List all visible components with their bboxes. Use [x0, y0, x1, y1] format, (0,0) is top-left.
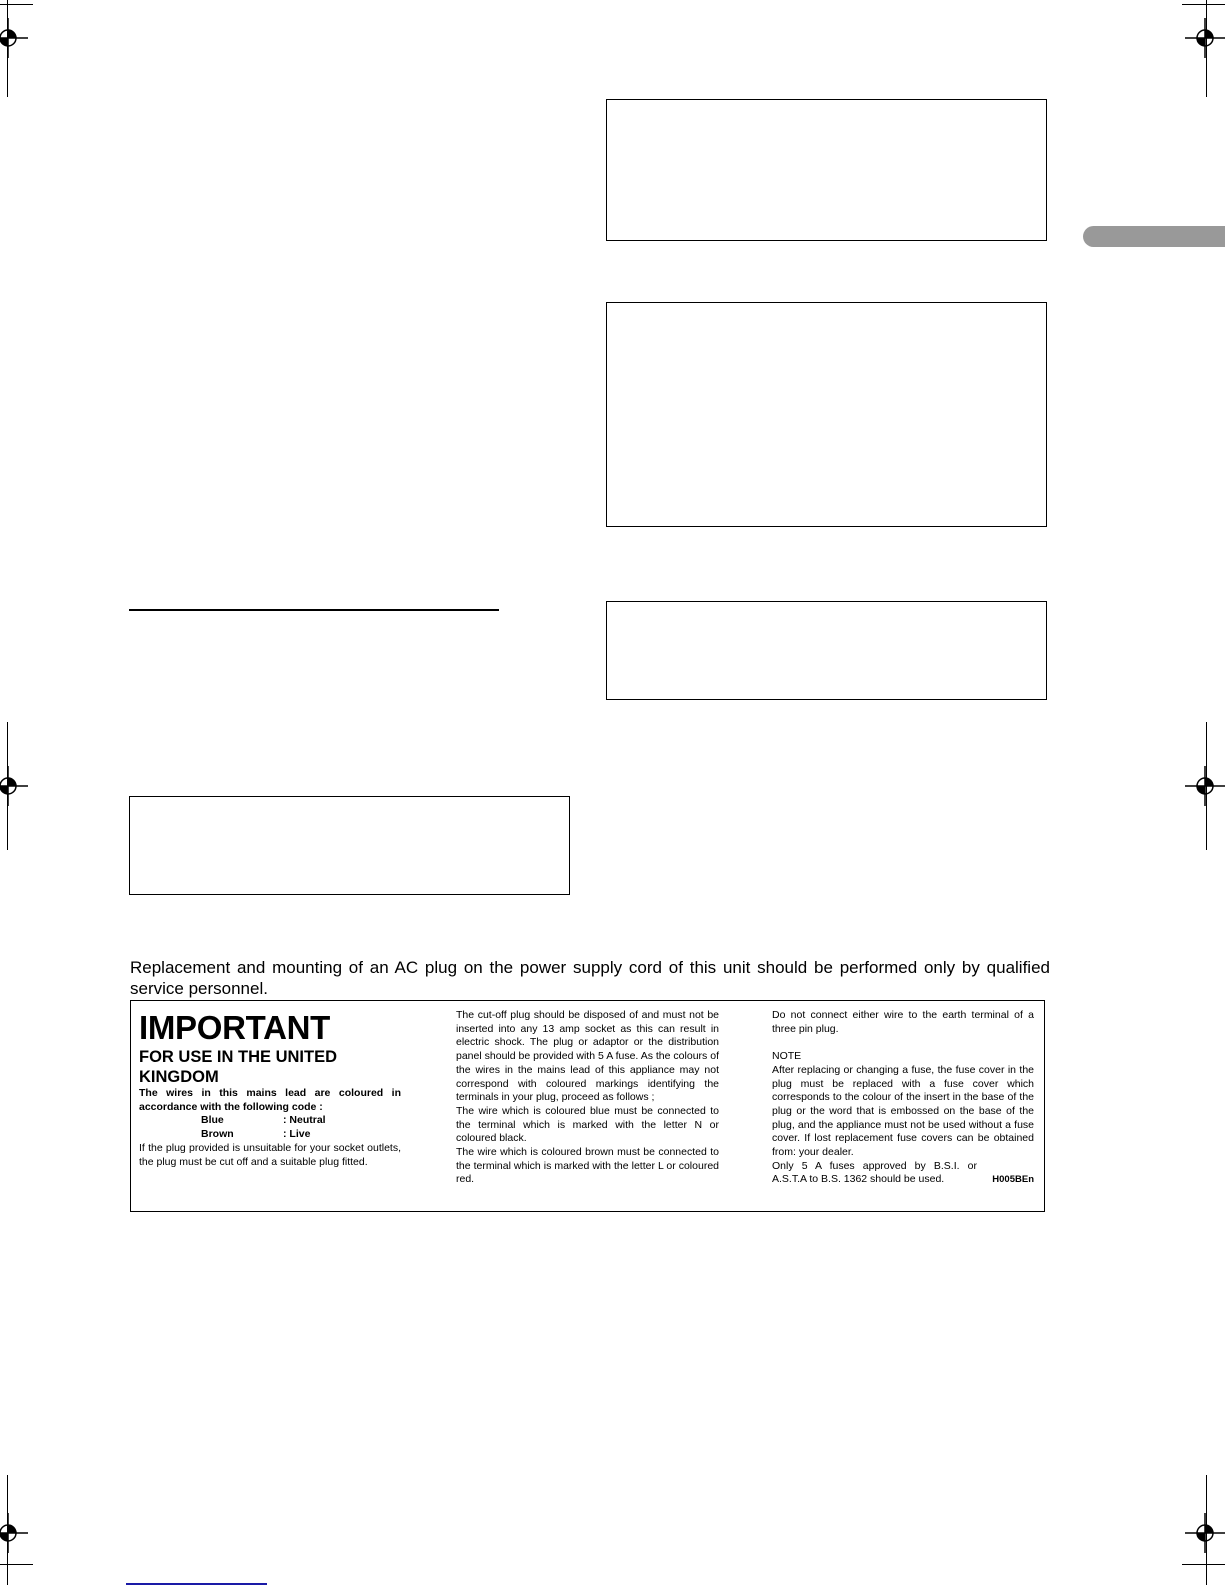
section-tab-marker [1083, 226, 1225, 247]
registration-mark-bottom-right [1185, 1513, 1225, 1553]
wire-meaning: : Neutral [283, 1114, 326, 1127]
crop-mark [1182, 1564, 1225, 1565]
empty-frame-3 [606, 601, 1047, 700]
empty-frame-2 [606, 302, 1047, 527]
wire-colour: Blue [201, 1114, 224, 1127]
important-column-2 [456, 1009, 719, 1187]
brown-wire-text: The wire which is coloured brown must be connected to the terminal which is marked with the letter L or coloured red. [456, 1146, 719, 1186]
important-subtitle: FOR USE IN THE UNITED KINGDOM [139, 1048, 338, 1086]
cut-off-plug-text: The cut-off plug should be disposed of and must not be inserted into any 13 amp socket as this can result in electric shock. The plug or adaptor or the distribution panel should be provided with 5 A fuse. As the colours of the wires in the mains lead of this appliance may not correspond with coloured markings identifying the terminals in your plug, proceed as follows ; [456, 1009, 719, 1104]
crop-mark [7, 722, 8, 850]
important-title: IMPORTANT [139, 1009, 330, 1046]
blue-wire-text: The wire which is coloured blue must be connected to the terminal which is marked with the letter N or coloured black. [456, 1104, 719, 1145]
wire-colour: Brown [201, 1128, 234, 1141]
registration-mark-mid-right [1185, 766, 1225, 806]
crop-mark [7, 1475, 8, 1585]
registration-mark-top-right [1185, 18, 1225, 58]
footer-link-underline [126, 1583, 267, 1585]
important-uk-box [130, 1000, 1045, 1212]
document-code: H005BEn [992, 1174, 1034, 1186]
horizontal-rule [129, 609, 499, 611]
unsuitable-plug-text: If the plug provided is unsuitable for your socket outlets, the plug must be cut off and a suitable plug fitted. [139, 1141, 401, 1168]
note-label: NOTE [772, 1050, 802, 1063]
important-column-3 [772, 1009, 1034, 1187]
fuse-line [772, 1160, 1034, 1187]
registration-mark-mid-left [0, 766, 28, 806]
crop-mark [0, 4, 33, 5]
crop-mark [0, 1564, 33, 1565]
crop-mark [1206, 1475, 1207, 1585]
earth-terminal-text: Do not connect either wire to the earth terminal of a three pin plug. [772, 1009, 1034, 1035]
wire-meaning: : Live [283, 1128, 311, 1141]
wire-code-row [139, 1128, 401, 1142]
empty-frame-4 [129, 796, 570, 895]
wires-intro: The wires in this mains lead are coloured in accordance with the following code : [139, 1087, 401, 1113]
fuse-text: Only 5 A fuses approved by B.S.I. or A.S.T.A to B.S. 1362 should be used. [772, 1159, 977, 1186]
registration-mark-bottom-left [0, 1513, 28, 1553]
crop-mark [1206, 722, 1207, 850]
crop-mark [7, 0, 8, 97]
registration-mark-top-left [0, 18, 28, 58]
note-text: After replacing or changing a fuse, the fuse cover in the plug must be replaced with a fuse cover which corresponds to the colour of the insert in the base of the plug or the word that is embossed on the base of the plug, and the appliance must not be used without a fuse cover. If lost replacement fuse covers can be obtained from: your dealer. [772, 1063, 1034, 1159]
empty-frame-1 [606, 99, 1047, 241]
crop-mark [1206, 0, 1207, 97]
ac-plug-notice: Replacement and mounting of an AC plug on the power supply cord of this unit should be performed only by qualified service personnel. [130, 958, 1050, 998]
crop-mark [1182, 4, 1225, 5]
wire-code-row [139, 1114, 401, 1128]
important-column-1 [139, 1009, 401, 1169]
